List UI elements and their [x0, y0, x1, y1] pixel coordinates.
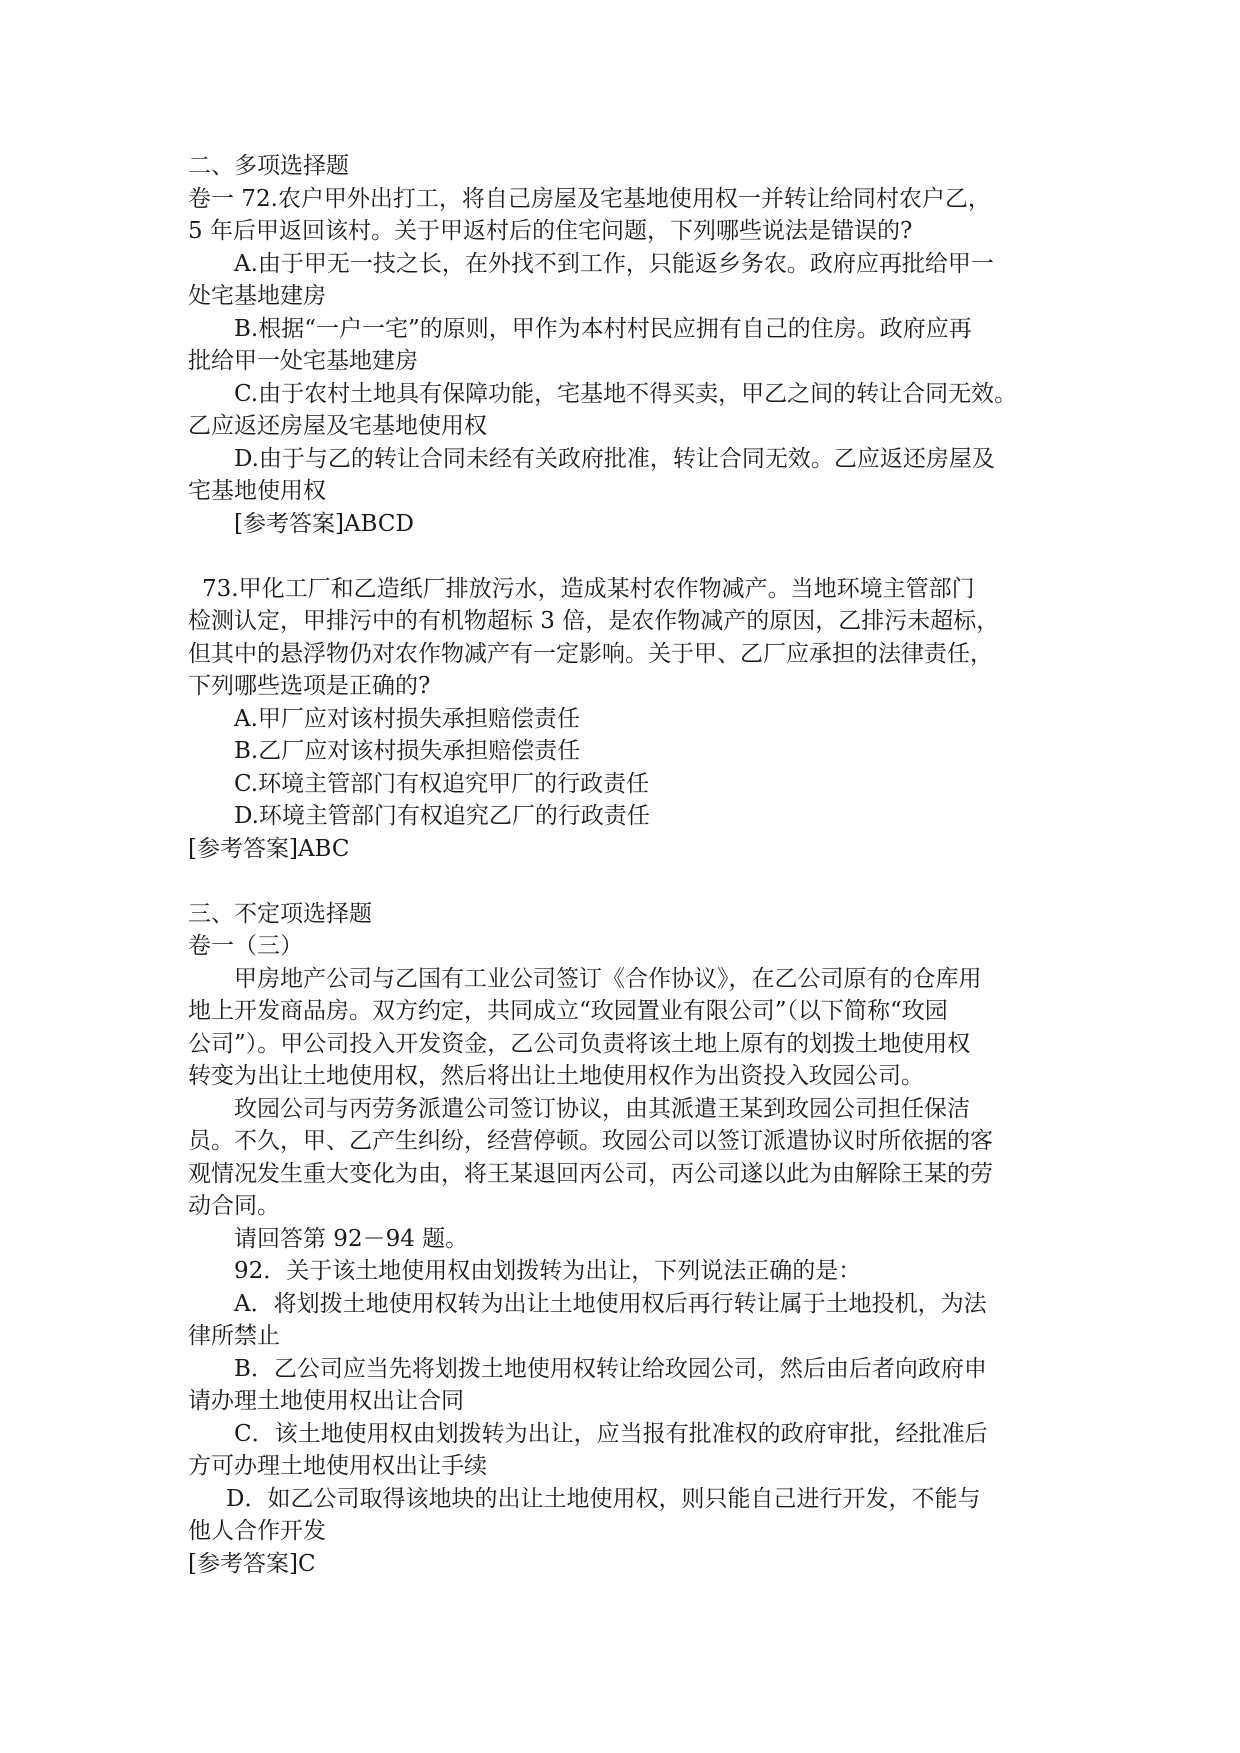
q72-option-c-line-1: C.由于农村土地具有保障功能，宅基地不得买卖，甲乙之间的转让合同无效。 — [234, 380, 1018, 407]
case-paragraph-2-line-1: 玫园公司与丙劳务派遣公司签订协议，由其派遣王某到玫园公司担任保洁 — [234, 1095, 970, 1122]
q72-option-d-line-2: 宅基地使用权 — [188, 478, 326, 504]
q92-option-d-line-1: D．如乙公司取得该地块的出让土地使用权，则只能自己进行开发，不能与 — [226, 1485, 981, 1512]
case-paragraph-2-line-4: 动合同。 — [188, 1193, 280, 1219]
q92-option-c-line-2: 方可办理土地使用权出让手续 — [188, 1453, 487, 1479]
q72-option-c-line-2: 乙应返还房屋及宅基地使用权 — [188, 413, 487, 439]
q73-stem-line-2: 检测认定，甲排污中的有机物超标 3 倍，是农作物减产的原因，乙排污未超标， — [188, 608, 1000, 634]
q73-option-a: A.甲厂应对该村损失承担赔偿责任 — [234, 705, 580, 732]
q72-answer: [参考答案]ABCD — [234, 510, 414, 537]
q73-option-d: D.环境主管部门有权追究乙厂的行政责任 — [234, 803, 650, 829]
q73-answer: [参考答案]ABC — [188, 835, 350, 862]
q72-stem-line-1: 卷一 72.农户甲外出打工，将自己房屋及宅基地使用权一并转让给同村农户乙， — [188, 185, 991, 212]
q72-option-b-line-1: B.根据“一户一宅”的原则，甲作为本村村民应拥有自己的住房。政府应再 — [234, 315, 972, 342]
case-paragraph-1-line-1: 甲房地产公司与乙国有工业公司签订《合作协议》，在乙公司原有的仓库用 — [234, 965, 982, 992]
question-range-instruction: 请回答第 92－94 题。 — [234, 1225, 469, 1252]
q92-option-b-line-2: 请办理土地使用权出让合同 — [188, 1388, 464, 1414]
q92-option-b-line-1: B．乙公司应当先将划拨土地使用权转让给玫园公司，然后由后者向政府申 — [234, 1355, 987, 1382]
q73-option-c: C.环境主管部门有权追究甲厂的行政责任 — [234, 770, 650, 797]
q72-option-d-line-1: D.由于与乙的转让合同未经有关政府批准，转让合同无效。乙应返还房屋及 — [234, 445, 995, 472]
q72-option-a-line-1: A.由于甲无一技之长，在外找不到工作，只能返乡务农。政府应再批给甲一 — [234, 250, 994, 277]
q72-option-b-line-2: 批给甲一处宅基地建房 — [188, 348, 418, 374]
section-heading-multiple-choice: 二、多项选择题 — [188, 153, 349, 179]
q73-option-b: B.乙厂应对该村损失承担赔偿责任 — [234, 738, 581, 764]
q92-option-d-line-2: 他人合作开发 — [188, 1518, 326, 1544]
q73-stem-line-3: 但其中的悬浮物仍对农作物减产有一定影响。关于甲、乙厂应承担的法律责任， — [188, 640, 993, 667]
q72-stem-line-2: 5 年后甲返回该村。关于甲返村后的住宅问题，下列哪些说法是错误的? — [188, 218, 913, 244]
case-paragraph-1-line-2: 地上开发商品房。双方约定，共同成立“玫园置业有限公司”（以下简称“玫园 — [188, 998, 948, 1024]
q72-option-a-line-2: 处宅基地建房 — [188, 283, 326, 309]
spacer — [188, 865, 1058, 898]
section-heading-indefinite-choice: 三、不定项选择题 — [188, 900, 372, 927]
q92-option-a-line-2: 律所禁止 — [188, 1323, 280, 1349]
q73-stem-line-1: 73.甲化工厂和乙造纸厂排放污水，造成某村农作物减产。当地环境主管部门 — [202, 575, 975, 602]
q92-stem: 92．关于该土地使用权由划拨转为出让，下列说法正确的是： — [234, 1258, 862, 1284]
q92-answer: [参考答案]C — [188, 1550, 316, 1577]
document-page — [188, 150, 1058, 1580]
case-paragraph-1-line-4: 转变为出让土地使用权，然后将出让土地使用权作为出资投入玫园公司。 — [188, 1063, 924, 1089]
spacer — [188, 540, 1058, 573]
case-paragraph-1-line-3: 公司”）。甲公司投入开发资金，乙公司负责将该土地上原有的划拨土地使用权 — [188, 1030, 971, 1057]
section-subheading: 卷一（三） — [188, 933, 303, 959]
q92-option-c-line-1: C．该土地使用权由划拨转为出让，应当报有批准权的政府审批，经批准后 — [234, 1420, 988, 1447]
q73-stem-line-4: 下列哪些选项是正确的? — [188, 673, 431, 699]
case-paragraph-2-line-2: 员。不久，甲、乙产生纠纷，经营停顿。玫园公司以签订派遣协议时所依据的客 — [188, 1128, 993, 1154]
q92-option-a-line-1: A．将划拨土地使用权转为出让土地使用权后再行转让属于土地投机，为法 — [234, 1290, 987, 1317]
case-paragraph-2-line-3: 观情况发生重大变化为由，将王某退回丙公司，丙公司遂以此为由解除王某的劳 — [188, 1160, 993, 1187]
